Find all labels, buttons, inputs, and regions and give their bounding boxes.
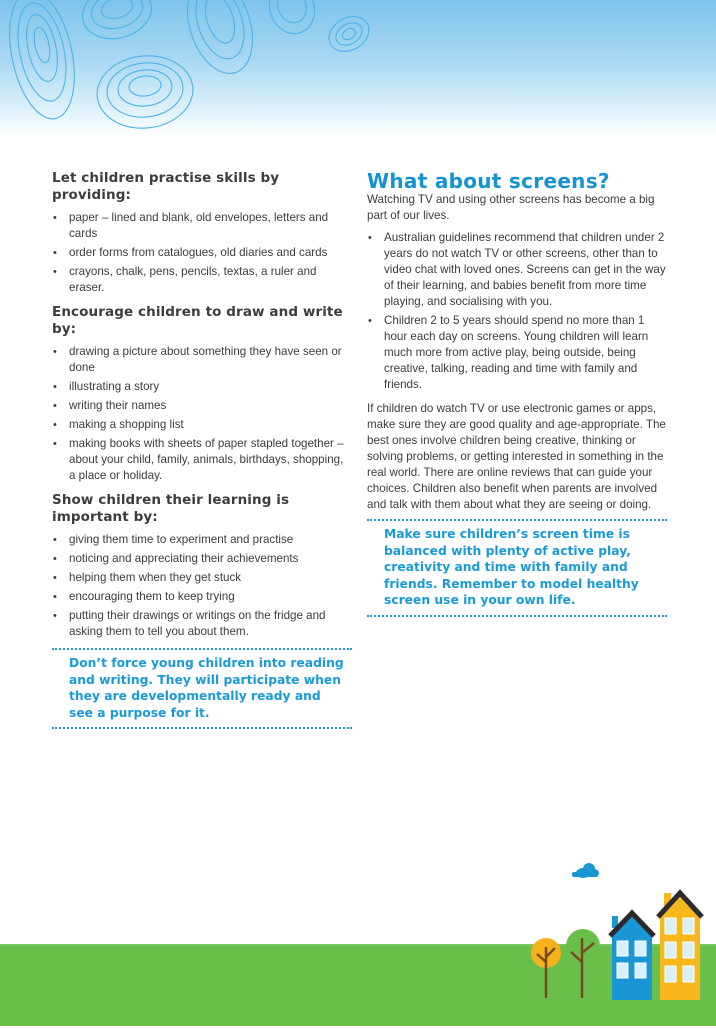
list-item: • making books with sheets of paper stapled together – about your child, family, animals, birthdays, shopping, a place or holiday. — [52, 436, 352, 484]
list-item: • Children 2 to 5 years should spend no more than 1 hour each day on screens. Young children will learn much more from active play, being outside, being creative, talking, reading and time with family and friends. — [367, 313, 667, 393]
green-tree-icon — [566, 929, 600, 998]
intro-text: Watching TV and using other screens has become a big part of our lives. — [367, 193, 655, 222]
section-heading: Let children practise skills by providing: — [52, 170, 280, 203]
yellow-tree-icon — [531, 938, 561, 998]
list-item: • illustrating a story — [52, 379, 352, 395]
section-heading: Encourage children to draw and write by: — [52, 304, 343, 337]
callout-text: Make sure children’s screen time is balanced with plenty of active play, creativity and time with family and friends. Remember to model healthy screen use in your own life. — [384, 527, 639, 607]
section-draw-and-write — [52, 304, 352, 484]
swirl-decoration-icon — [0, 0, 716, 135]
footer-illustration — [520, 850, 716, 1024]
body-paragraph: If children do watch TV or use electronic games or apps, make sure they are good quality and age-appropriate. The best ones involve children being creative, thinking or solving problems, or getting interested in something in the real world. There are online reviews that can guide your choices. Children also benefit when parents are involved and talk with them about what they are seeing or doing. — [367, 402, 666, 511]
callout-box-screens — [367, 519, 667, 617]
list-item: • making a shopping list — [52, 417, 352, 433]
list-item: • giving them time to experiment and practise — [52, 532, 352, 548]
list-item: • writing their names — [52, 398, 352, 414]
cloud-icon — [572, 863, 599, 878]
bullet-list — [52, 532, 352, 640]
left-column — [52, 170, 352, 729]
list-item: • encouraging them to keep trying — [52, 589, 352, 605]
list-item: • drawing a picture about something they have seen or done — [52, 344, 352, 376]
bullet-list — [52, 210, 352, 296]
list-item: • noticing and appreciating their achievements — [52, 551, 352, 567]
list-item: • putting their drawings or writings on the fridge and asking them to tell you about them. — [52, 608, 352, 640]
list-item: • Australian guidelines recommend that children under 2 years do not watch TV or other screens, other than to video chat with loved ones. Screens can get in the way of their learning, and babies benefit from more time playing, and socialising with you. — [367, 230, 667, 310]
list-item: • paper – lined and blank, old envelopes, letters and cards — [52, 210, 352, 242]
callout-text: Don’t force young children into reading and writing. They will participate when they are developmentally ready and see a purpose for it. — [69, 656, 344, 720]
section-practise-skills — [52, 170, 352, 296]
page-title: What about screens? — [367, 169, 610, 193]
yellow-house-icon — [658, 893, 702, 1000]
section-heading: Show children their learning is important by: — [52, 492, 290, 525]
right-column — [367, 170, 667, 617]
header-sky-banner — [0, 0, 716, 135]
list-item: • helping them when they get stuck — [52, 570, 352, 586]
section-learning-important — [52, 492, 352, 640]
blue-house-icon — [610, 913, 654, 1000]
callout-box-reading — [52, 648, 352, 729]
list-item: • crayons, chalk, pens, pencils, textas, a ruler and eraser. — [52, 264, 352, 296]
bullet-list — [52, 344, 352, 484]
list-item: • order forms from catalogues, old diaries and cards — [52, 245, 352, 261]
bullet-list — [367, 230, 667, 393]
